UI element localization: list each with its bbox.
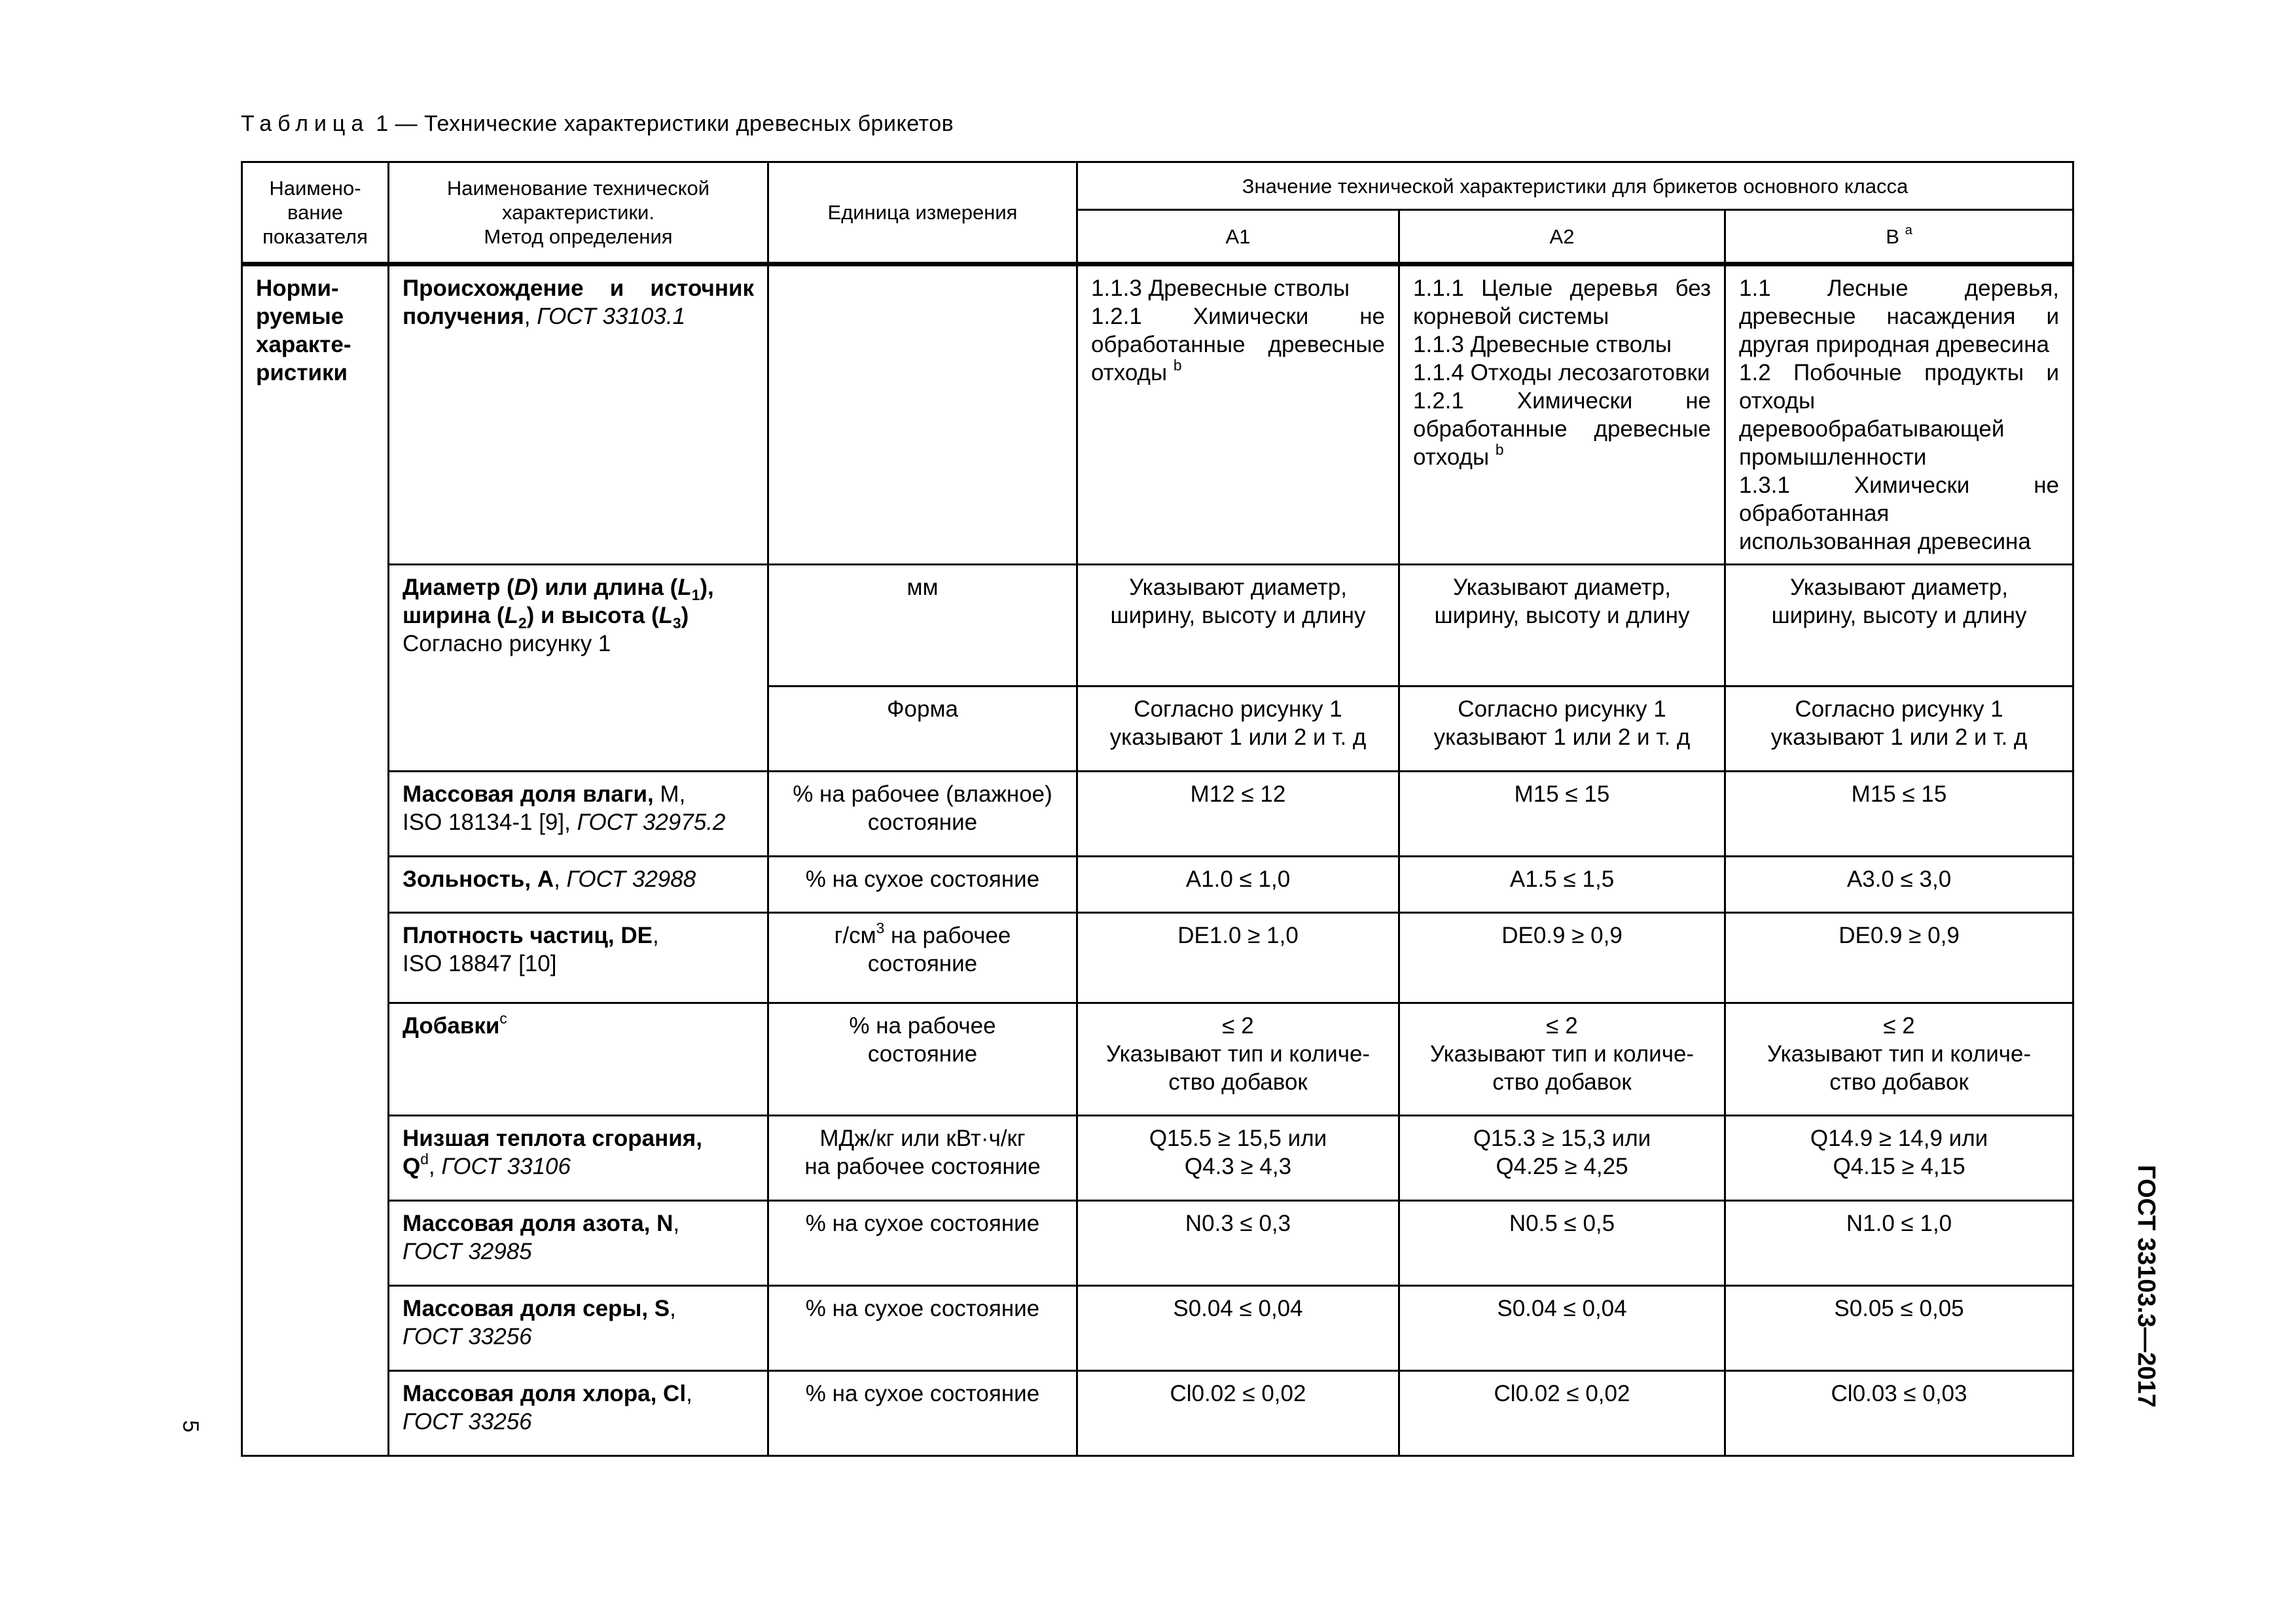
form-unit: Форма bbox=[768, 687, 1077, 772]
standard-designation: ГОСТ 33103.3—2017 bbox=[2132, 1165, 2160, 1408]
dims-a1: Указывают диаметр, ширину, высоту и длину bbox=[1077, 565, 1399, 687]
nitrogen-a1: N0.3 ≤ 0,3 bbox=[1077, 1201, 1399, 1286]
moisture-unit: % на рабочее (влажное) состояние bbox=[768, 772, 1077, 857]
ash-a2: A1.5 ≤ 1,5 bbox=[1399, 857, 1725, 913]
dims-name: Диаметр (D) или длина $(L_1)$, ширина $(L_2)$ и высота $(L_3)$ Согласно рисунку 1 bbox=[389, 565, 768, 772]
chlorine-unit: % на сухое состояние bbox=[768, 1371, 1077, 1456]
additives-name: Добавки$^c$ bbox=[389, 1003, 768, 1116]
additives-a2: ≤ 2 Указывают тип и количе- ство добавок bbox=[1399, 1003, 1725, 1116]
sulfur-name: Массовая доля серы, S, ГОСТ 33256 bbox=[389, 1286, 768, 1371]
caption-text: 1 — Технические характеристики древесных брикетов bbox=[369, 111, 954, 136]
origin-a2: 1.1.1 Целые деревья без корневой системы 1.1.3 Древесные стволы 1.1.4 Отходы лесозаготовки 1.2.1 Химически не обработанные древесные отходы $^b$ bbox=[1399, 264, 1725, 565]
origin-b: 1.1 Лесные деревья, древесные насаждения и другая природная древесина 1.2 Побочные продукты и отходы деревообрабатывающей промышленности 1.3.1 Химически не обработанная использованная древесина bbox=[1725, 264, 2073, 565]
header-indicator: Наимено- вание показателя bbox=[242, 162, 389, 264]
density-unit: $г/см^3$ на рабочее состояние bbox=[768, 913, 1077, 1003]
density-name: Плотность частиц, DE, ISO 18847 [10] bbox=[389, 913, 768, 1003]
form-a1: Согласно рисунку 1 указывают 1 или 2 и т. д bbox=[1077, 687, 1399, 772]
header-class-a1: A1 bbox=[1077, 210, 1399, 264]
dims-unit-mm: мм bbox=[768, 565, 1077, 687]
characteristics-table bbox=[241, 161, 2074, 1457]
moisture-name: Массовая доля влаги, M, ISO 18134-1 [9], ГОСТ 32975.2 bbox=[389, 772, 768, 857]
density-a1: DE1.0 ≥ 1,0 bbox=[1077, 913, 1399, 1003]
form-a2: Согласно рисунку 1 указывают 1 или 2 и т. д bbox=[1399, 687, 1725, 772]
dims-a2: Указывают диаметр, ширину, высоту и длину bbox=[1399, 565, 1725, 687]
heat-unit: МДж/кг или кВт·ч/кг на рабочее состояние bbox=[768, 1116, 1077, 1201]
additives-a1: ≤ 2 Указывают тип и количе- ство добавок bbox=[1077, 1003, 1399, 1116]
heat-name: Низшая теплота сгорания, $Q^d$, ГОСТ 33106 bbox=[389, 1116, 768, 1201]
caption-word: Таблица bbox=[241, 111, 370, 136]
density-b: DE0.9 ≥ 0,9 bbox=[1725, 913, 2073, 1003]
table-caption bbox=[241, 111, 954, 137]
page-number: 5 bbox=[178, 1420, 203, 1433]
ash-b: A3.0 ≤ 3,0 bbox=[1725, 857, 2073, 913]
header-unit: Единица измерения bbox=[768, 162, 1077, 264]
header-class-b: B $^a$ bbox=[1725, 210, 2073, 264]
nitrogen-b: N1.0 ≤ 1,0 bbox=[1725, 1201, 2073, 1286]
ash-unit: % на сухое состояние bbox=[768, 857, 1077, 913]
chlorine-a1: Cl0.02 ≤ 0,02 bbox=[1077, 1371, 1399, 1456]
nitrogen-unit: % на сухое состояние bbox=[768, 1201, 1077, 1286]
ash-name: Зольность, A, ГОСТ 32988 bbox=[389, 857, 768, 913]
heat-a1: Q15.5 ≥ 15,5 или Q4.3 ≥ 4,3 bbox=[1077, 1116, 1399, 1201]
sulfur-a2: S0.04 ≤ 0,04 bbox=[1399, 1286, 1725, 1371]
heat-b: Q14.9 ≥ 14,9 или Q4.15 ≥ 4,15 bbox=[1725, 1116, 2073, 1201]
form-b: Согласно рисунку 1 указывают 1 или 2 и т. д bbox=[1725, 687, 2073, 772]
heat-a2: Q15.3 ≥ 15,3 или Q4.25 ≥ 4,25 bbox=[1399, 1116, 1725, 1201]
group-label: Норми- руемые характе- ристики bbox=[242, 264, 389, 1456]
chlorine-b: Cl0.03 ≤ 0,03 bbox=[1725, 1371, 2073, 1456]
density-a2: DE0.9 ≥ 0,9 bbox=[1399, 913, 1725, 1003]
origin-a1: 1.1.3 Древесные стволы 1.2.1 Химически не обработанные древесные отходы $^b$ bbox=[1077, 264, 1399, 565]
origin-name: Происхождение и источник получения, ГОСТ 33103.1 bbox=[389, 264, 768, 565]
additives-unit: % на рабочее состояние bbox=[768, 1003, 1077, 1116]
sulfur-b: S0.05 ≤ 0,05 bbox=[1725, 1286, 2073, 1371]
sulfur-unit: % на сухое состояние bbox=[768, 1286, 1077, 1371]
chlorine-name: Массовая доля хлора, Cl, ГОСТ 33256 bbox=[389, 1371, 768, 1456]
ash-a1: A1.0 ≤ 1,0 bbox=[1077, 857, 1399, 913]
header-class-a2: A2 bbox=[1399, 210, 1725, 264]
moisture-b: M15 ≤ 15 bbox=[1725, 772, 2073, 857]
chlorine-a2: Cl0.02 ≤ 0,02 bbox=[1399, 1371, 1725, 1456]
nitrogen-name: Массовая доля азота, N, ГОСТ 32985 bbox=[389, 1201, 768, 1286]
nitrogen-a2: N0.5 ≤ 0,5 bbox=[1399, 1201, 1725, 1286]
moisture-a2: M15 ≤ 15 bbox=[1399, 772, 1725, 857]
moisture-a1: M12 ≤ 12 bbox=[1077, 772, 1399, 857]
dims-b: Указывают диаметр, ширину, высоту и длину bbox=[1725, 565, 2073, 687]
header-characteristic: Наименование технической характеристики. Метод определения bbox=[389, 162, 768, 264]
sulfur-a1: S0.04 ≤ 0,04 bbox=[1077, 1286, 1399, 1371]
origin-unit bbox=[768, 264, 1077, 565]
additives-b: ≤ 2 Указывают тип и количе- ство добавок bbox=[1725, 1003, 2073, 1116]
header-group: Значение технической характеристики для брикетов основного класса bbox=[1077, 162, 2073, 210]
